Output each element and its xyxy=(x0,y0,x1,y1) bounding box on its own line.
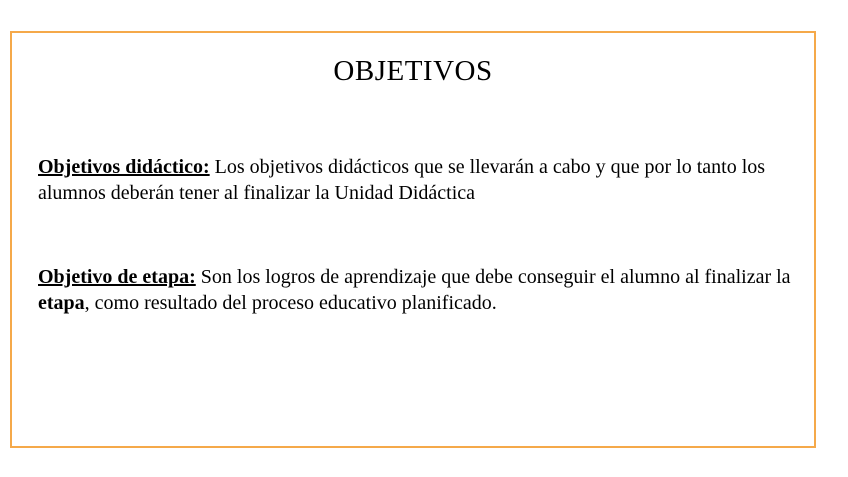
paragraph-objetivo-etapa xyxy=(38,264,813,316)
slide-title: OBJETIVOS xyxy=(333,55,493,87)
term-objetivos-didactico: Objetivos didáctico: xyxy=(38,156,210,178)
definition-objetivo-etapa-part2: , como resultado del proceso educativo planificado. xyxy=(84,292,497,314)
slide-frame xyxy=(10,31,816,448)
bold-word-etapa: etapa xyxy=(38,292,85,314)
definition-objetivo-etapa-part1: Son los logros de aprendizaje que debe conseguir el alumno al finalizar la xyxy=(195,266,791,288)
term-objetivo-etapa: Objetivo de etapa: xyxy=(38,266,196,288)
paragraph-objetivos-didactico xyxy=(38,154,813,206)
definition-objetivos-didactico: Los objetivos didácticos que se llevarán a cabo y que por lo tanto los alumnos deberán tener al finalizar la Unidad Didáctica xyxy=(38,156,766,204)
